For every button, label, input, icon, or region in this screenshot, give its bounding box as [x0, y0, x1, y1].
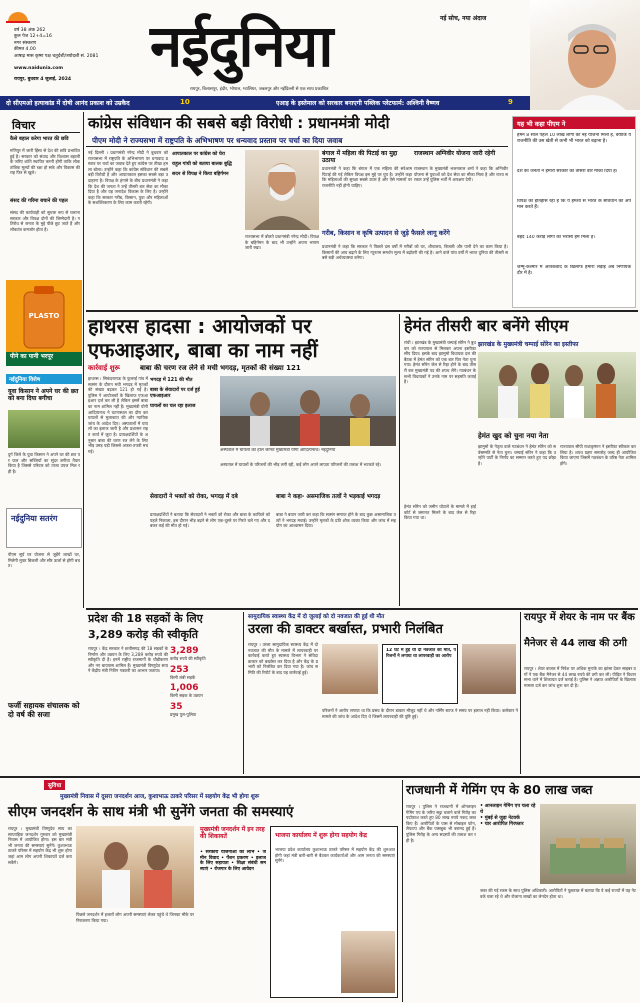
editions-line: रायपुर, बिलासपुर, इंदौर, भोपाल, ग्वालियर, जबलपुर और नईदिल्ली से एक साथ प्रकाशित: [190, 87, 329, 92]
pm-quote-box: [512, 116, 636, 308]
share-headline[interactable]: रायपुर में शेयर के नाम पर बैंक: [524, 612, 635, 623]
suvidha-photo: [76, 826, 194, 908]
pm-quote-item-4: बेहद 140 करोड़ लोगों का भरोसा हमें मिला है।: [517, 235, 596, 240]
gaming-headline[interactable]: राजधानी में गेमिंग एप के 80 लाख जब्त: [406, 782, 593, 797]
hathras-kicker: कार्रवाई शुरू: [88, 364, 120, 372]
date-hindi-line: आषाढ़ मास कृष्ण पक्ष चतुर्दशी/त्रयोदशी सं. 2081: [14, 53, 99, 59]
hathras-bullet-2: बाबा के सेवादारों पर दर्ज हुई एफआइआर: [150, 388, 200, 399]
pm-quote-title: यह भी कहा पीएम ने: [513, 117, 635, 129]
bank-headline[interactable]: फर्जी सहायक संचालक को दो वर्ष की सजा: [8, 701, 80, 719]
hathras-photo: [220, 376, 396, 446]
lead-bullet-2: राहुल गांधी को बताया बालक बुद्धि: [172, 162, 232, 167]
doctor-photo-1: [322, 644, 378, 694]
vichar-header: विचार: [12, 119, 36, 132]
vichar-item-2[interactable]: संसद की गरिमा बचाने की पहल: [10, 198, 68, 204]
suvidha-kicker: मुख्यमंत्री निवास में दूसरा जनदर्शन आज, कुशाभाऊ ठाकरे परिसर में सहयोग केंद्र भी होगा शुरू: [60, 794, 260, 800]
logo: नईदुनिया: [150, 12, 333, 80]
hathras-bullets: [150, 378, 218, 410]
masthead-portrait: [530, 0, 640, 110]
roads-stats: 3,289 करोड़ रुपये की स्वीकृति 253 किमी लंबी सड़कें 1,006 किमी सड़क के उन्नयन 35 प्रमुख पुल-पुलिया: [170, 646, 240, 717]
hathras-headline-2[interactable]: एफआइआर, बाबा का नाम नहीं: [88, 338, 318, 362]
city-line: नगर संस्करण: [14, 40, 37, 46]
lead-bullet-3: सदन से विपक्ष ने किया बहिर्गमन: [172, 172, 229, 177]
roads-headline[interactable]: प्रदेश की 18 सड़कों के लिए: [88, 612, 203, 625]
svg-text:PLASTO: PLASTO: [28, 312, 60, 320]
doctor-info-box: 12 घंटे में हुई थी दो नवजात की मौत, परिजनों ने लगाया था लापरवाही का आरोप: [382, 644, 458, 704]
pm-quote-item-1: हमने 8 साल पहले 10 लाख लोगों को नई योजना मिली है, क्योंकि ये राजनीति की उस खेती से कभी भी भारत को बढ़ाना है।: [517, 133, 631, 144]
lead-headline[interactable]: कांग्रेस संविधान की सबसे बड़ी विरोधी : प्रधानमंत्री मोदी: [88, 114, 390, 132]
minister-photo: [341, 931, 395, 993]
hathras-box2[interactable]: बाबा ने कहा- असमाजिक तत्वों ने भड़काई भगदड़: [276, 494, 381, 500]
roads-stat-1: 3,289: [170, 646, 199, 656]
roads-stat-4: 35: [170, 701, 183, 712]
left-column: विचार कैसे बहाल करेगा भारत की छवि मणिपुर में जारी हिंसा से देश की छवि प्रभावित हुई है। सरकार को संवाद और विश्वास बहाली के जरिए शांति स्थापित करनी होगी ताकि लोकतांत्रिक मूल्यों की रक्षा हो सके और विकास की राह फिर से खुले। संसद की गरिमा बचाने की पहल संसद की कार्यवाही को सुचारु रूप से चलाना सरकार और विपक्ष दोनों की जिम्मेदारी है। गतिरोध से जनता के मुद्दे पीछे छूट जाते हैं और लोकतंत्र कमजोर होता है। PLASTO पीने का पानी भरपूर नईदुनिया विशेष युवा किसान ने अपने घर की छत को बना दिया बगीचा दुर्ग जिले के युवा किसान ने अपने घर की छत पर फल और सब्जियों का सुंदर बगीचा तैयार किया है जिससे परिवार को ताजा उपज मिल रही है। नईदुनिया सतरंग पीएम सूर्य घर योजना से जुड़ेंगे लाखों घर, मिलेगी मुफ्त बिजली और सौर ऊर्जा से होगी बचत। फर्जी सहायक संचालक को दो वर्ष की सजा: [8, 119, 80, 719]
doctor-kicker: सामुदायिक स्वास्थ्य केंद्र में दो जुलाई को दो नवजात की हुई थी मौत: [248, 614, 385, 620]
suvidha-tag: सुविधा: [44, 780, 65, 790]
gaming-photo: [540, 804, 636, 884]
farmer-photo: [8, 410, 80, 448]
roads-stat-2: 253: [170, 664, 189, 675]
share-headline-2[interactable]: मैनेजर से 44 लाख की ठगी: [524, 638, 627, 649]
ad-tank-caption: पीने का पानी भरपूर: [10, 353, 54, 360]
lead-sub3[interactable]: गरीब, किसान व कृषि उत्पादन से जुड़े फैसले लागू करेंगे: [322, 229, 450, 237]
web-url[interactable]: www.naidunia.com: [14, 66, 64, 71]
jharkhand-headline[interactable]: हेमंत तीसरी बार बनेंगे सीएम: [404, 316, 569, 335]
price-line: कीमत 4.00: [14, 47, 36, 53]
vichar-item-1[interactable]: कैसे बहाल करेगा भारत की छवि: [10, 136, 69, 142]
pages-line: कुल पेज 12+4=16: [14, 34, 52, 40]
year-line: वर्ष 38 अंक 262: [14, 28, 46, 33]
lead-bullets: [172, 152, 242, 178]
modi-photo: [245, 150, 319, 230]
pm-quote-item-5: जम्मू-कश्मीर में आतंकवाद के खिलाफ हमारी लड़ाई अब निर्णायक दौर में है।: [517, 265, 631, 276]
suvidha-minister-box: भाजपा कार्यालय में शुरू होगा सहयोग केंद्र भाजपा प्रदेश कार्यालय कुशाभाऊ ठाकरे परिसर में सहयोग केंद्र की शुरुआत होगी जहां मंत्री बारी-बारी से बैठकर कार्यकर्ताओं और आम जनता की समस्याएं सुनेंगे।: [270, 826, 398, 998]
hathras-bullet-3: घायलों का चल रहा इलाज: [150, 404, 196, 409]
jharkhand-item: हेमंत खुद को चुना नया नेता: [478, 432, 549, 440]
pm-quote-item-3: विपक्ष का इतिहास रहा है कि ये हमेशा से भारत के संविधान का अपमान करते हैं।: [517, 199, 631, 210]
tagline: नई सोच, नया अंदाज: [440, 15, 487, 22]
doctor-headline[interactable]: उरला की डाक्टर बर्खास्त, प्रभारी निलंबित: [248, 622, 443, 637]
hathras-box1[interactable]: सेवादारों ने भक्तों को रोका, भगदड़ में दबे: [150, 494, 238, 500]
hathras-sub: बाबा की चरण रज लेने से मची भगदड़, मृतकों की संख्या 121: [140, 364, 301, 372]
satrang-box: [6, 508, 82, 548]
hathras-bullet-1: भगदड़ में 121 की मौत: [150, 378, 193, 383]
lead-sub2[interactable]: राजस्थान अग्निवीर योजना जारी रहेगी: [414, 150, 496, 157]
jharkhand-photo: [478, 352, 636, 418]
satrang-header: नईदुनिया सतरंग: [11, 514, 58, 523]
roads-headline-2[interactable]: 3,289 करोड़ की स्वीकृति: [88, 628, 199, 641]
naidunia-vishesh-header: नईदुनिया विशेष: [6, 374, 82, 384]
doctor-photo-2: [462, 644, 516, 694]
hathras-headline[interactable]: हाथरस हादसा : आयोजकों पर: [88, 314, 312, 338]
naidunia-vishesh-headline[interactable]: युवा किसान ने अपने घर की छत को बना दिया बगीचा: [8, 388, 79, 402]
lead-sub1[interactable]: बंगाल में महिला की पिटाई का मुद्दा उठाया: [322, 150, 398, 164]
ticker-right[interactable]: एआइ के इस्तेमाल को सरकार बनाएगी पब्लिक प्लेटफार्म: अश्विनी वैष्णव: [276, 100, 440, 107]
roads-stat-3: 1,006: [170, 683, 199, 694]
ticker-bar: [0, 96, 530, 110]
ticker-right-page: 9: [508, 98, 513, 106]
lead-bullet-1: आपातकाल पर कांग्रेस को घेरा: [172, 152, 225, 157]
lead-deck: पीएम मोदी ने राज्यसभा में राष्ट्रपति के अभिभाषण पर धन्यवाद प्रस्ताव पर चर्चा का दिया जवाब: [92, 136, 343, 145]
jharkhand-sub: झारखंड के मुख्यमंत्री चम्पाई सोरेन का इस्तीफा: [478, 341, 579, 348]
date-bar: रायपुर, बुधवार 4 जुलाई, 2024: [14, 77, 72, 82]
sun-logo-icon: [6, 8, 30, 22]
suvidha-headline[interactable]: सीएम जनदर्शन के साथ मंत्री भी सुनेंगे जनता की समस्याएं: [8, 804, 294, 820]
ticker-left-page: 10: [180, 98, 190, 106]
ticker-left[interactable]: दो सीएमओ हत्याकांड में दोषी आनंद प्रकाश को उम्रकैद: [6, 100, 130, 107]
pm-quote-item-2: देश की जनता ने हमारी सरकार को तीसरी बार मौका दिया है।: [517, 169, 618, 174]
masthead: [0, 0, 640, 96]
